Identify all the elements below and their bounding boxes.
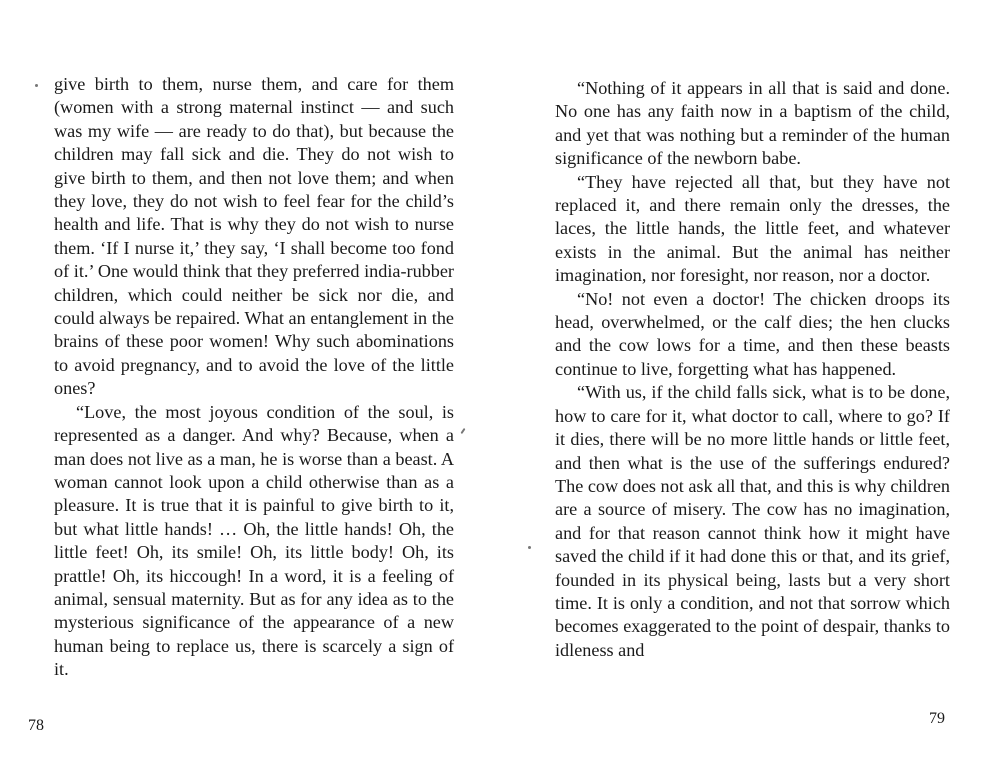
right-page-number: 79 [929,710,945,727]
scan-speck [528,546,531,549]
left-paragraph-1: give birth to them, nurse them, and care for them (women with a strong maternal instinct — and such was my wife — are ready to do that), but because the children may fall sick and die. They do not wish to give birth to them, and then not love them; and when they love, they do not wish to feel fear for the child’s health and life. That is why they do not wish to nurse them. ‘If I nurse it,’ they say, ‘I shall become too fond of it.’ One would think that they preferred india-rubber children, which could neither be sick nor die, and could always be repaired. What an entanglement in the brains of these poor women! Why such abominations to avoid pregnancy, and to avoid the love of the little ones? [54,74,454,399]
right-paragraph-2: “They have rejected all that, but they have not replaced it, and there remain only the dresses, the laces, the little hands, the little feet, and whatever exists in the animal. But the animal has neither imagination, nor foresight, nor reason, nor a doctor. [555,171,950,286]
right-paragraph-3: “No! not even a doctor! The chicken droops its head, overwhelmed, or the calf dies; the hen clucks and the cow lows for a time, and then these beasts continue to live, forgetting what has happened. [555,288,950,379]
right-paragraph-1: “Nothing of it appears in all that is said and done. No one has any faith now in a baptism of the child, and yet that was nothing but a reminder of the human significance of the newborn babe. [555,78,950,169]
right-page-text [555,77,950,662]
scan-speck [35,84,38,87]
right-page [500,0,1000,769]
left-page-text [54,73,454,682]
left-paragraph-2: “Love, the most joyous condition of the soul, is represented as a danger. And why? Because, when a man does not live as a man, he is worse than a beast. A woman cannot look upon a child otherwise than as a pleasure. It is true that it is painful to give birth to it, but what little hands! … Oh, the little hands! Oh, the little feet! Oh, its smile! Oh, its little body! Oh, its prattle! Oh, its hiccough! In a word, it is a feeling of animal, sensual maternity. But as for any idea as to the mysterious significance of the appearance of a new human being to replace us, there is scarcely a sign of it. [54,401,454,680]
right-paragraph-4: “With us, if the child falls sick, what is to be done, how to care for it, what doctor to call, where to go? If it dies, there will be no more little hands or little feet, and then what is the use of the sufferings endured? The cow does not ask all that, and this is why children are a source of misery. The cow has no imagination, and for that reason cannot think how it might have saved the child if it had done this or that, and its grief, founded in its physical being, lasts but a very short time. It is only a condition, and not that sorrow which becomes exaggerated to the point of despair, thanks to idleness and [555,382,950,660]
left-page-number: 78 [28,717,44,734]
